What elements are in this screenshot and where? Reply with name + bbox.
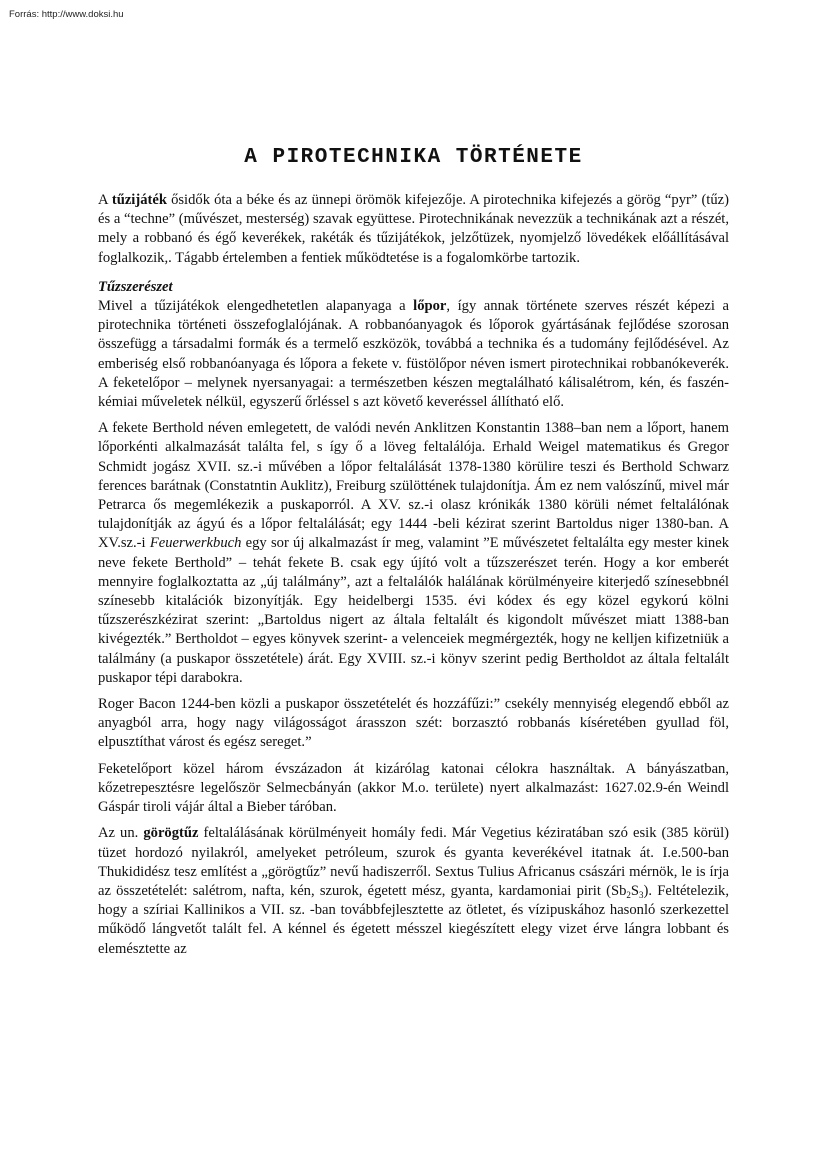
section-heading: Tűzszerészet [98, 278, 173, 295]
para1-text-1: Mivel a tűzijátékok elengedhetetlen alapanyaga a [98, 298, 414, 315]
page-title: A PIROTECHNIKA TÖRTÉNETE [244, 146, 583, 170]
paragraph-roger-bacon: Roger Bacon 1244-ben közli a puskapor összetételét és hozzáfűzi:” csekély mennyiség elegendő ebből az anyagból arra, hogy nagy világosságot árasszon szét: borzasztó robbanás kíséretében gyullad föl, elpusztíthat várost és egész sereget.” [98, 696, 729, 751]
intro-keyword-tuzijatek: tűzijáték [111, 192, 167, 208]
paragraph-gorogtuz [98, 824, 729, 958]
para5-text-4: ). Feltételezik, hogy a szíriai Kallinikos a VII. sz. -ban továbbfejlesztette az ötletet, és vízipuskához hasonló szerkezettel működő lángvetőt talált fel. A kénnel és égetett mésszel kiegészített elegy vizet érve lángra lobbant és elemésztette az [98, 882, 729, 957]
para5-text-2: feltalálásának körülményeit homály fedi. Már Vegetius kéziratában szó esik (385 körül) tüzet hordozó nyilakról, amelyeket petróleum, szurok és gyanta keverékével itatnak át. I.e.500-ban Thukididész tesz említést a „görögtűz” nevű hadiszerről. Sextus Tulius Africanus császári mérnök, le is írja az összetételét: salétrom, nafta, kén, szurok, égetett mész, gyanta, kardamoniai pirit (Sb [98, 825, 729, 899]
paragraph-berthold [98, 419, 729, 688]
para1-text-2: , így annak története szerves részét képezi a pirotechnika történeti összefoglalójának. A robbanóanyagok és lőporok gyártásának fejlődése szorosan összefügg a társadalmi formák és a termelő eszközök, továbbá a technika és a tudomány fejlődésével. Az emberiség első robbanóanyaga és lőpora a fekete v. füstölőpor néven ismert pirotechnikai robbanókeverék. A feketelőpor – melynek nyersanyagai: a természetben készen megtalálható kálisalétrom, kén, és faszén- kémiai műveletek nélkül, egyszerű őrléssel s azt követő keveréssel állítható elő. [98, 298, 729, 411]
intro-text-1: A [98, 192, 112, 208]
para5-subscript-2: 3 [639, 889, 644, 900]
intro-text-2: ősidők óta a béke és az ünnepi örömök kifejezője. A pirotechnika kifejezés a görög “pyr” (tűz) és a “techne” (művészet, mesterség) szavak együttese. Pirotechnikának nevezzük a technikának azt a részét, mely a robbanó és égő keverékek, rakéták és tűzijátékok, jelzőtüzek, nyomjelző lövedékek előállításával foglalkozik,. Tágabb értelemben a fentiek működtetése is a fogalomkörbe tartozik. [98, 192, 729, 266]
para2-italic-feuerwerkbuch: Feuerwerkbuch [149, 535, 242, 552]
intro-paragraph [98, 191, 729, 268]
para2-text-2: egy sor új alkalmazást ír meg, valamint ”E művészetet feltalálta egy mester kinek neve fekete Berthold” – tehát fekete B. csak egy újító volt a tűzszerészet terén. Hogy a kor emberét mennyire foglalkoztatta az „új találmány”, azt a feltalálók halálának körülményeire kiterjedő színesebbnél színesebb kitalációk bizonyítják. Egy heidelbergi 1535. évi kódex és egy közel egykorú kölni tűzszerészkézirat szerint: „Bartoldus nigert az általa feltalált és kigondolt művészet miatt 1388-ban kivégezték.” Bertholdot – egyes könyvek szerint- a velenceiek megmérgezték, hogy ne kelljen kifizetniük a találmány (a puskapor összetétele) árát. Egy XVIII. sz.-i könyv szerint pedig Bertholdot az általa feltalált puskapor tépi darabokra. [98, 535, 729, 686]
para2-text-1: A fekete Berthold néven emlegetett, de valódi nevén Anklitzen Konstantin 1388–ban nem a lőport, hanem lőporkénti alkalmazását találta fel, s így ő a löveg feltalálója. Erhald Weigel matematikus és Gregor Schmidt jogász XVII. sz.-i művében a lőpor feltalálását 1378-1380 körülire teszi és Berthold Schwarz ferences barátnak (Constatntin Auklitz), Freiburg szülöttének tulajdonítja. Ám ez nem valószínű, mivel már Petrarca ős megemlékezik a puskaporról. A XV. sz.-i olasz krónikák 1380 körüli német feltalálónak tulajdonítják az ágyú és a lőpor feltalálását; egy 1444 -beli kézirat szerint Bartoldus niger 1380-ban. A XV.sz.-i [98, 420, 729, 552]
para1-keyword-lopor: lőpor [413, 298, 447, 315]
source-url: Forrás: http://www.doksi.hu [9, 9, 124, 20]
document-body [98, 191, 729, 966]
para5-text-3: S [630, 882, 640, 899]
para5-subscript-1: 2 [626, 889, 631, 900]
paragraph-lopor [98, 297, 729, 412]
para5-text-1: Az un. [98, 825, 144, 842]
paragraph-feketeloport: Feketelőport közel három évszázadon át kizárólag katonai célokra használtak. A bányászatban, kőzetrepesztésre legelőször Selmecbányán (akkor M.o. területe) nyert alkalmazást: 1627.02.9-én Weindl Gáspár tiroli vájár által a Bieber táróban. [98, 760, 729, 816]
para5-keyword-gorogtuz: görögtűz [143, 825, 199, 842]
